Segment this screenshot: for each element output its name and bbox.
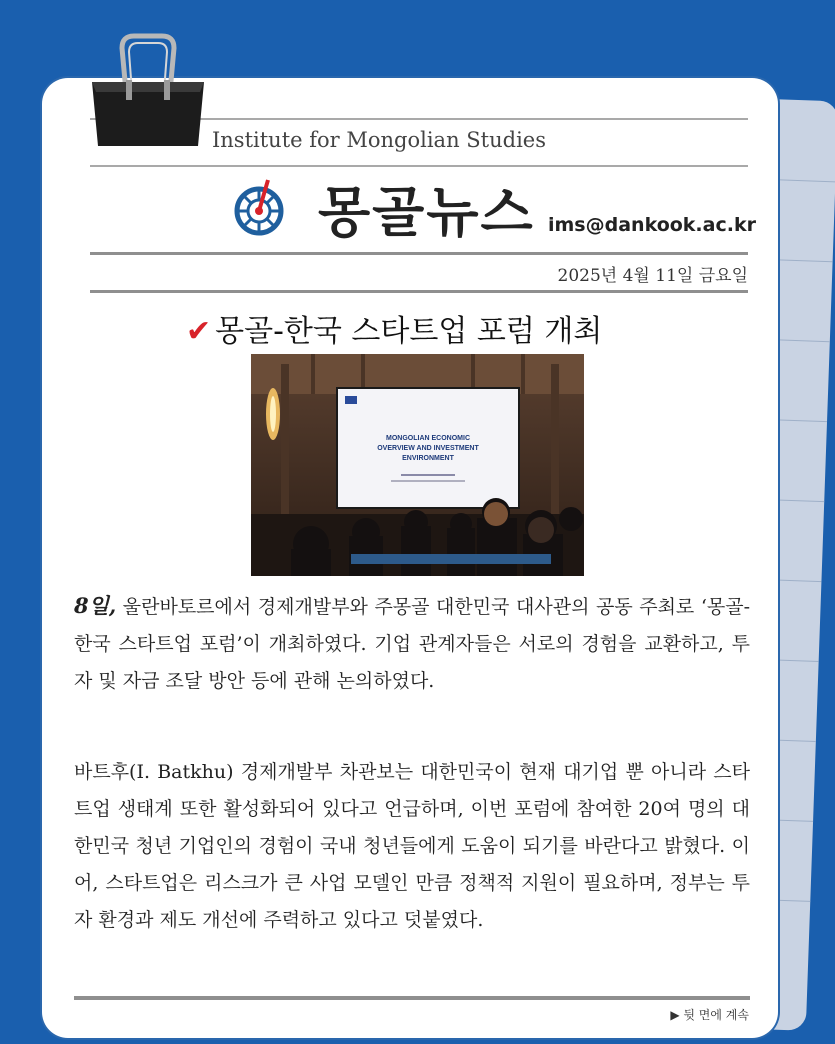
continue-note: ▶ 뒷 면에 계속 bbox=[670, 1008, 749, 1022]
bottom-rule bbox=[74, 996, 750, 1000]
paragraph-2-text: 바트후(I. Batkhu) 경제개발부 차관보는 대한민국이 현재 대기업 뿐 아니라 스타트업 생태계 또한 활성화되어 있다고 언급하며, 이번 포럼에 참여한 20여 명의 대한민국 청년 기업인의 경험이 국내 청년들에게 도움이 되기를 바란다고 밝혔다. 이어, 스타트업은 리스크가 큰 사업 모델인 만큼 정책적 지원이 필요하며, 정부는 투자 환경과 제도 개선에 주력하고 있다고 덧붙였다. bbox=[74, 761, 750, 931]
subtitle-rule bbox=[90, 165, 748, 167]
svg-text:MONGOLIAN ECONOMIC: MONGOLIAN ECONOMIC bbox=[386, 435, 470, 442]
article-headline bbox=[186, 306, 602, 350]
masthead-rule bbox=[90, 252, 748, 255]
svg-text:ENVIRONMENT: ENVIRONMENT bbox=[402, 455, 454, 462]
compass-wheel-logo-icon bbox=[230, 178, 288, 236]
paragraph-2 bbox=[74, 754, 750, 939]
lead-date: 8일, bbox=[74, 593, 117, 618]
contact-email: ims@dankook.ac.kr bbox=[548, 214, 756, 236]
date-rule bbox=[90, 290, 748, 293]
check-icon: ✔ bbox=[186, 314, 212, 349]
newsletter-brand-title: 몽골뉴스 bbox=[318, 181, 535, 244]
headline-text: 몽골-한국 스타트업 포럼 개최 bbox=[215, 314, 603, 349]
svg-text:OVERVIEW AND INVESTMENT: OVERVIEW AND INVESTMENT bbox=[377, 445, 479, 452]
issue-date: 2025년 4월 11일 금요일 bbox=[557, 266, 748, 286]
institute-subtitle: Institute for Mongolian Studies bbox=[211, 128, 546, 152]
paragraph-1 bbox=[74, 587, 750, 700]
forum-photo bbox=[251, 354, 584, 576]
forum-photo-illustration bbox=[251, 354, 584, 576]
paragraph-1-text: 울란바토르에서 경제개발부와 주몽골 대한민국 대사관의 공동 주최로 ‘몽골-한국 스타트업 포럼’이 개최하였다. 기업 관계자들은 서로의 경험을 교환하고, 투자 및 자금 조달 방안 등에 관해 논의하였다. bbox=[74, 596, 750, 692]
